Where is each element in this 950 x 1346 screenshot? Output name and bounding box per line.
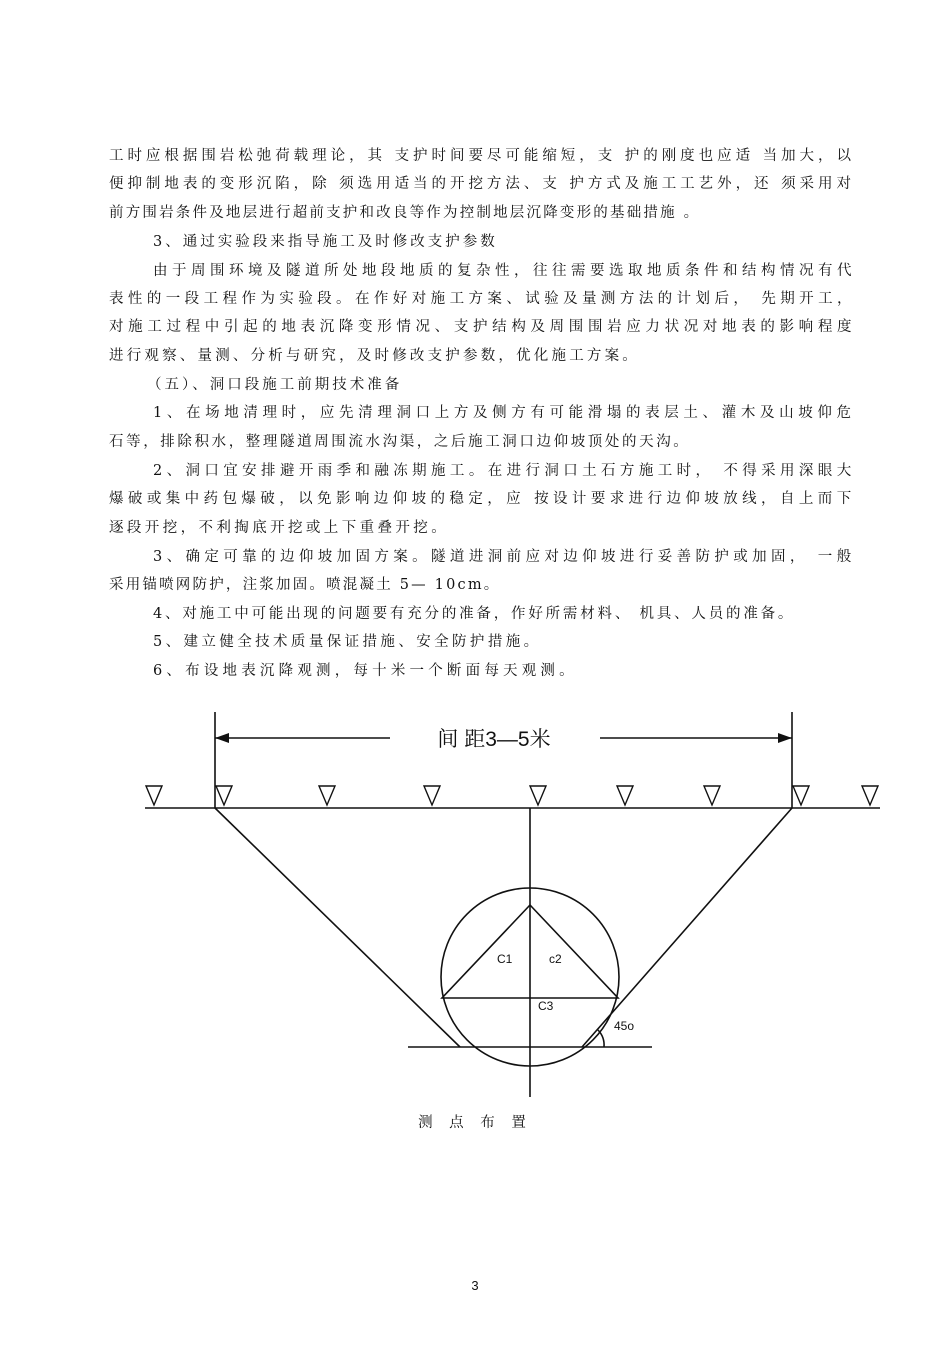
arrowhead-left [215, 733, 229, 743]
text-line: 工时应根据围岩松弛荷载理论，其 支护时间要尽可能缩短，支 护的刚度也应适 当加大，以 [109, 148, 853, 164]
text-line: 4、对施工中可能出现的问题要有充分的准备，作好所需材料、 机具、人员的准备。 [153, 606, 796, 622]
survey-point-marker [617, 786, 633, 805]
survey-point-marker [862, 786, 878, 805]
text-line: 1、在场地清理时，应先清理洞口上方及侧方有可能滑塌的表层土、灌木及山坡仰危 [153, 405, 853, 421]
text-line: 3、通过实验段来指导施工及时修改支护参数 [153, 234, 498, 250]
text-line: 前方围岩条件及地层进行超前支护和改良等作为控制地层沉降变形的基础措施 。 [109, 205, 701, 221]
influence-line-right [582, 808, 792, 1047]
survey-point-marker [146, 786, 162, 805]
text-line: 2、洞口宜安排避开雨季和融冻期施工。在进行洞口土石方施工时， 不得采用深眼大 [153, 463, 853, 479]
label-c1: C1 [497, 952, 513, 966]
survey-point-marker [793, 786, 809, 805]
text-line: 采用锚喷网防护，注浆加固。喷混凝土 5— 10cm。 [109, 577, 501, 593]
survey-point-marker [704, 786, 720, 805]
text-line: 便抑制地表的变形沉陷，除 须选用适当的开挖方法、支 护方式及施工工艺外，还 须采用对 [109, 176, 853, 192]
label-c3: C3 [538, 999, 554, 1013]
text-line: 进行观察、量测、分析与研究，及时修改支护参数，优化施工方案。 [109, 348, 640, 364]
text-line: 3、确定可靠的边仰坡加固方案。隧道进洞前应对边仰坡进行妥善防护或加固， 一般 [153, 549, 853, 565]
text-line: 爆破或集中药包爆破，以免影响边仰坡的稳定，应 按设计要求进行边仰坡放线，自上而下 [109, 491, 853, 507]
survey-point-marker [216, 786, 232, 805]
settlement-monitoring-diagram [0, 700, 950, 1100]
text-line: 表性的一段工程作为实验段。在作好对施工方案、试验及量测方法的计划后， 先期开工， [109, 291, 853, 307]
text-line: （五）、洞口段施工前期技术准备 [147, 377, 403, 393]
arrowhead-right [778, 733, 792, 743]
survey-point-marker [319, 786, 335, 805]
text-line: 逐段开挖，不利掏底开挖或上下重叠开挖。 [109, 520, 450, 536]
page-number: 3 [471, 1278, 479, 1293]
text-line: 6、布设地表沉降观测，每十米一个断面每天观测。 [153, 663, 578, 679]
survey-point-marker [530, 786, 546, 805]
influence-line-left [215, 808, 460, 1047]
survey-point-marker [424, 786, 440, 805]
label-c2: c2 [549, 952, 562, 966]
spacing-label: 间 距3—5米 [437, 728, 551, 751]
text-line: 石等，排除积水，整理隧道周围流水沟渠，之后施工洞口边仰坡顶处的天沟。 [109, 434, 691, 450]
label-angle: 45o [614, 1019, 635, 1033]
text-line: 由于周围环境及隧道所处地段地质的复杂性，往往需要选取地质条件和结构情况有代 [153, 263, 853, 279]
text-line: 对施工过程中引起的地表沉降变形情况、支护结构及周围围岩应力状况对地表的影响程度 [109, 319, 853, 335]
diagram-caption: 测 点 布 置 [418, 1115, 532, 1131]
text-line: 5、建立健全技术质量保证措施、安全防护措施。 [153, 634, 542, 650]
